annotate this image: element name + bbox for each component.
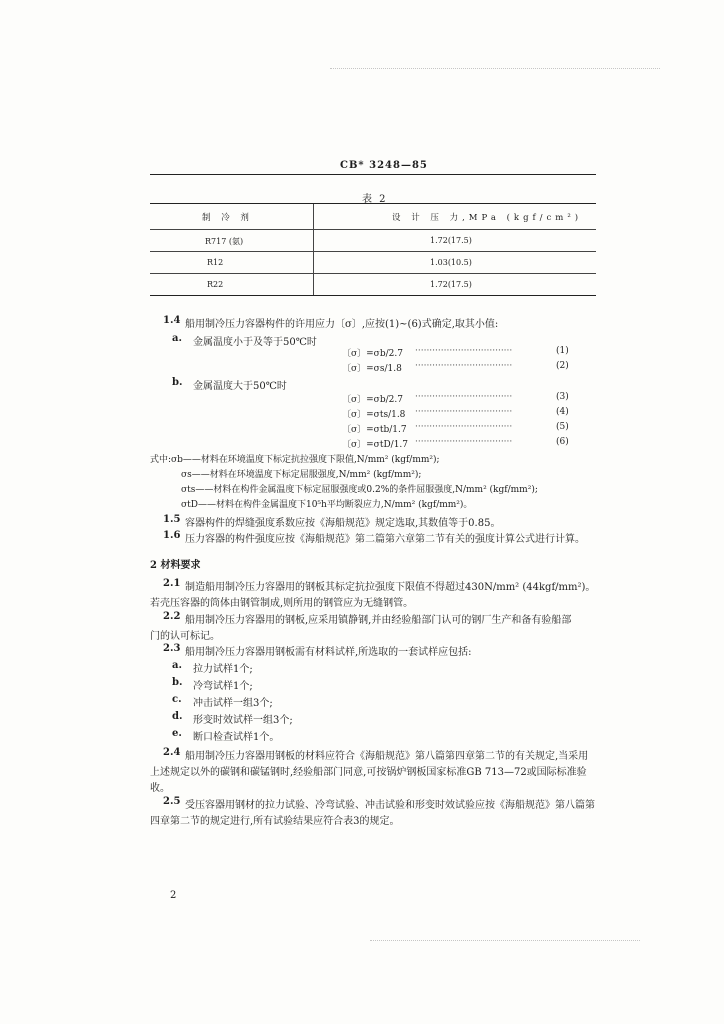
- list-item: 拉力试样1个;: [193, 664, 253, 675]
- formula: 〔σ〕=σtb/1.7: [342, 425, 407, 435]
- section-text: 船用制冷压力容器构件的许用应力〔σ〕,应按(1)~(6)式确定,取其小值:: [185, 319, 499, 330]
- item-text: 金属温度小于及等于50℃时: [193, 337, 317, 348]
- section-number: 2.3: [163, 643, 181, 654]
- formula-ref: (5): [556, 422, 569, 432]
- section-number: 2.5: [163, 796, 181, 807]
- table-header-rule: [150, 229, 596, 230]
- where-clause: σs——材料在环境温度下标定屈服强度,N/mm² (kgf/mm²);: [181, 470, 422, 480]
- section-text: 压力容器的构件强度应按《海船规范》第二篇第六章第二节有关的强度计算公式进行计算。: [185, 534, 585, 545]
- formula: 〔σ〕=σb/2.7: [342, 349, 403, 359]
- section-text: 制造船用制冷压力容器用的钢板其标定抗拉强度下限值不得超过430N/mm² (44kgf/mm²)。: [185, 582, 596, 593]
- section-text: 受压容器用钢材的拉力试验、冷弯试验、冲击试验和形变时效试验应按《海船规范》第八篇第: [185, 800, 595, 811]
- formula-ref: (3): [556, 392, 569, 402]
- list-item: 断口检查试样1个。: [193, 732, 280, 743]
- where-clause: 式中:σb——材料在环境温度下标定抗拉强度下限值,N/mm² (kgf/mm²);: [150, 455, 440, 465]
- list-item: 冲击试样一组3个;: [193, 698, 273, 709]
- formula-leader: ··································: [415, 392, 513, 402]
- formula-leader: ··································: [415, 407, 513, 417]
- formula-ref: (2): [556, 361, 569, 371]
- section-text-continued: 上述规定以外的碳钢和碳锰钢时,经验船部门同意,可按锅炉钢板国家标准GB 713—72或国际标准验: [150, 767, 587, 778]
- table-cell-refrigerant: R717 (氨): [205, 237, 244, 246]
- list-item: 形变时效试样一组3个;: [193, 715, 293, 726]
- header-rule: [150, 174, 596, 175]
- section-text-continued: 门的认可标记。: [150, 631, 220, 642]
- table-bottom-rule: [150, 295, 596, 296]
- table-row-rule: [150, 251, 596, 252]
- list-item-label: d.: [172, 711, 183, 722]
- where-clause: σtD——材料在构件金属温度下10⁵h平均断裂应力,N/mm² (kgf/mm²)。: [181, 500, 473, 510]
- formula-ref: (1): [556, 346, 569, 356]
- section-number: 2.2: [163, 611, 181, 622]
- table-cell-pressure: 1.72(17.5): [430, 236, 472, 245]
- table-cell-refrigerant: R12: [207, 258, 224, 267]
- section-number: 1.5: [163, 514, 181, 525]
- formula-ref: (6): [556, 437, 569, 447]
- table-row-rule: [150, 273, 596, 274]
- section-text: 容器构件的焊缝强度系数应按《海船规范》规定选取,其数值等于0.85。: [185, 518, 501, 529]
- formula: 〔σ〕=σtD/1.7: [342, 440, 409, 450]
- table-header-pressure: 设 计 压 力,MPa (kgf/cm²): [392, 213, 583, 223]
- section-number: 2.4: [163, 747, 181, 758]
- formula-leader: ··································: [415, 422, 513, 432]
- section-number: 1.4: [163, 315, 181, 326]
- list-item-label: a.: [172, 660, 182, 671]
- item-text: 金属温度大于50℃时: [193, 381, 287, 392]
- section-text-continued: 若壳压容器的筒体由钢管制成,则所用的钢管应为无缝钢管。: [150, 598, 414, 609]
- table-top-rule: [150, 203, 596, 204]
- formula: 〔σ〕=σb/2.7: [342, 395, 403, 405]
- section-text-continued: 四章第二节的规定进行,所有试验结果应符合表3的规定。: [150, 816, 400, 827]
- section-text: 船用制冷压力容器用的钢板,应采用镇静钢,并由经验船部门认可的钢厂生产和备有验船部: [185, 615, 572, 626]
- formula: 〔σ〕=σs/1.8: [342, 364, 402, 374]
- page-number: 2: [170, 890, 177, 901]
- item-label: a.: [172, 333, 182, 344]
- item-label: b.: [172, 377, 183, 388]
- list-item-label: c.: [172, 694, 182, 705]
- table-cell-pressure: 1.03(10.5): [430, 258, 472, 267]
- section-number: 1.6: [163, 530, 181, 541]
- list-item-label: b.: [172, 677, 183, 688]
- formula-leader: ··································: [415, 346, 513, 356]
- scan-noise-top: [330, 68, 660, 75]
- list-item-label: e.: [172, 728, 182, 739]
- chapter-title: 2 材料要求: [150, 560, 201, 571]
- list-item: 冷弯试样1个;: [193, 681, 253, 692]
- where-clause: σts——材料在构件金属温度下标定屈服强度或0.2%的条件屈服强度,N/mm² (kgf/mm²);: [181, 485, 538, 495]
- formula-leader: ··································: [415, 361, 513, 371]
- table-header-refrigerant: 制 冷 剂: [202, 213, 253, 223]
- section-text-continued: 收。: [150, 783, 170, 794]
- formula-ref: (4): [556, 407, 569, 417]
- formula-leader: ··································: [415, 437, 513, 447]
- table-cell-refrigerant: R22: [207, 280, 224, 289]
- table-caption: 表 2: [362, 194, 388, 205]
- formula: 〔σ〕=σts/1.8: [342, 410, 406, 420]
- section-text: 船用制冷压力容器用钢板的材料应符合《海船规范》第八篇第四章第二节的有关规定,当采用: [185, 751, 589, 762]
- section-text: 船用制冷压力容器用钢板需有材料试样,所选取的一套试样应包括:: [185, 647, 472, 658]
- scan-noise-bottom: [370, 940, 640, 947]
- table-column-divider: [313, 204, 314, 295]
- standard-number: CB* 3248—85: [340, 160, 428, 171]
- table-cell-pressure: 1.72(17.5): [430, 280, 472, 289]
- section-number: 2.1: [163, 578, 181, 589]
